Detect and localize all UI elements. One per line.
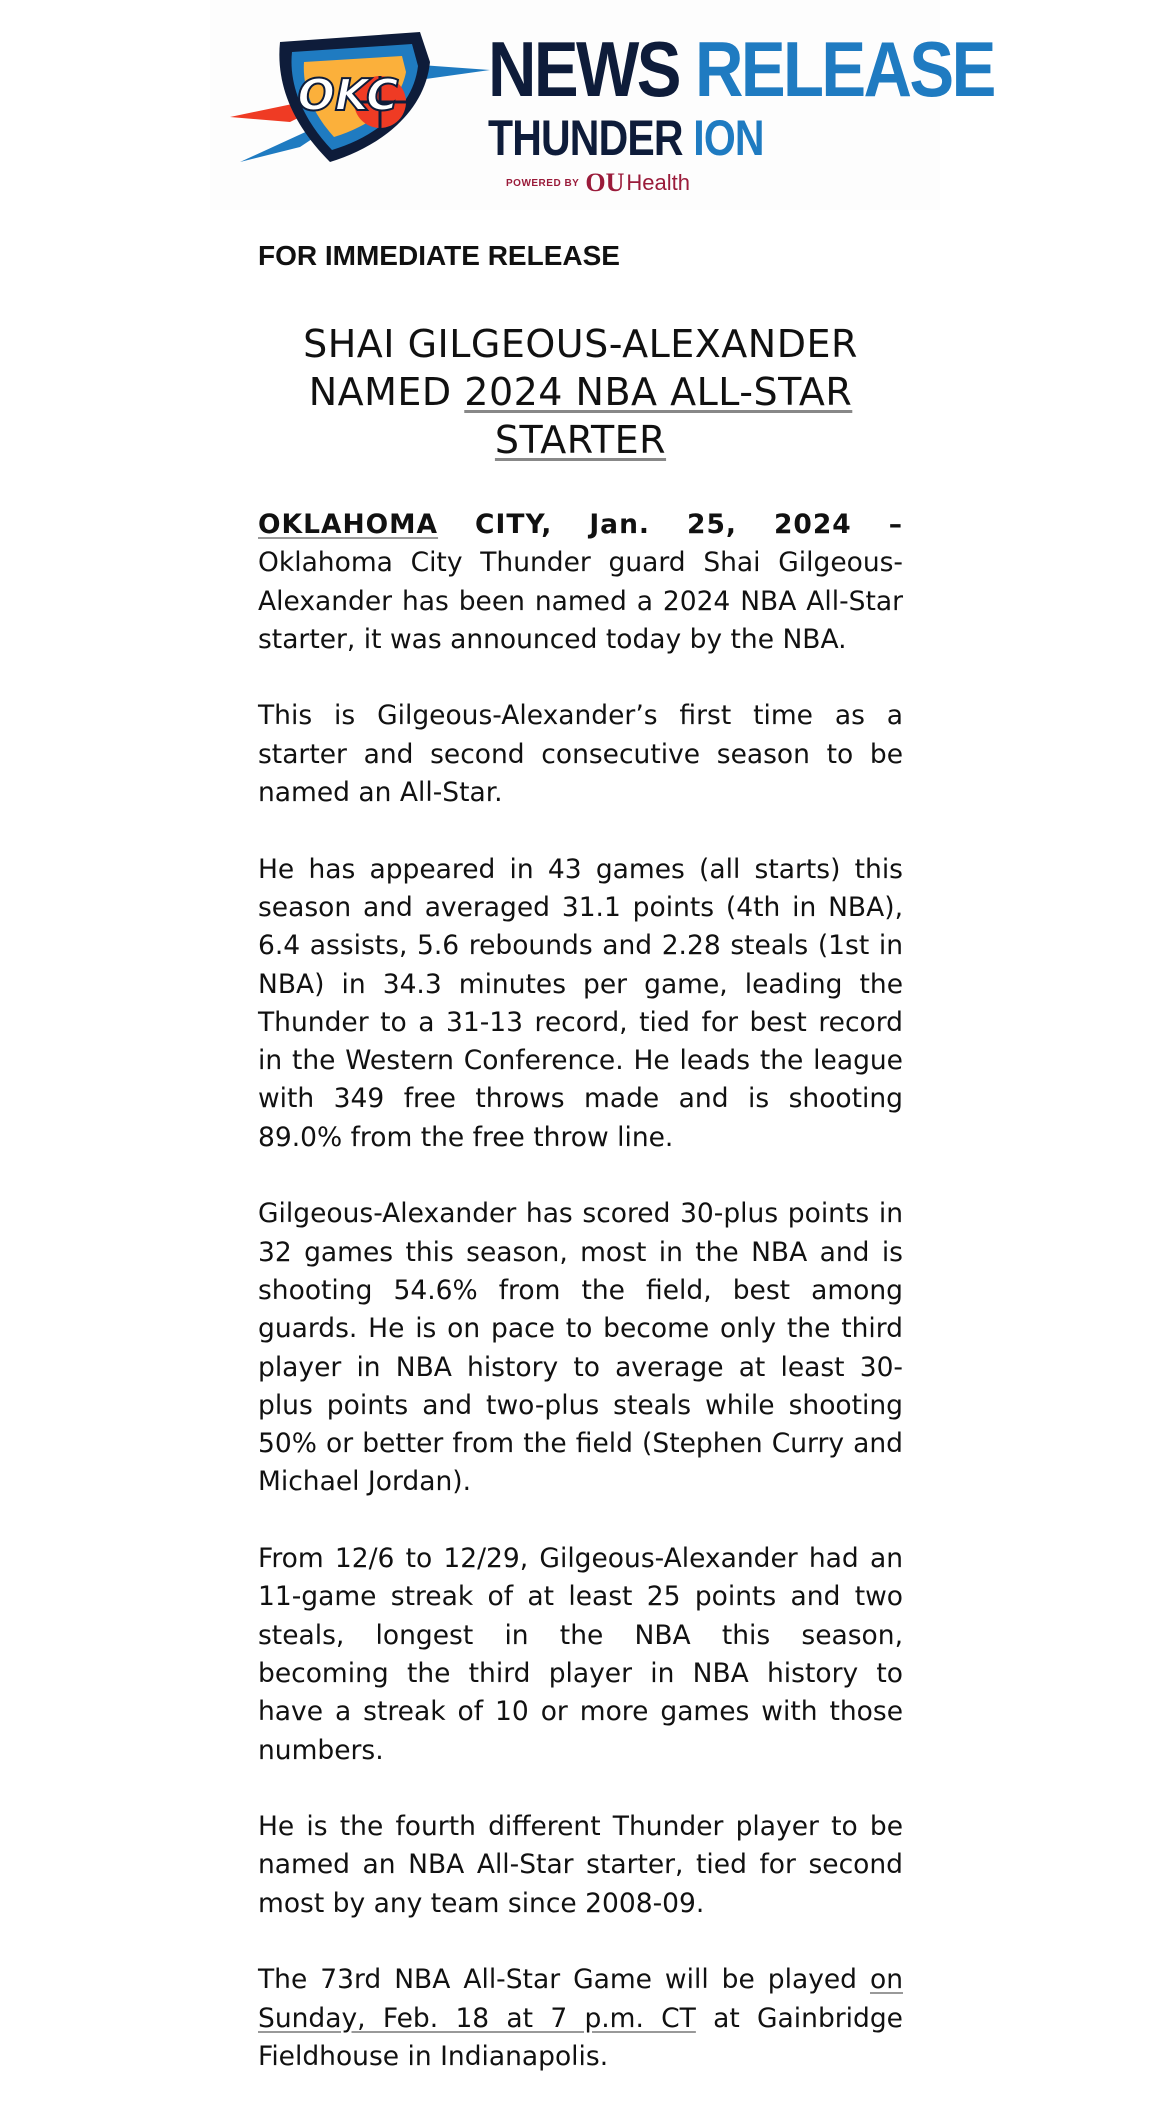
release-label: FOR IMMEDIATE RELEASE: [258, 240, 620, 271]
dateline-rest: CITY, Jan. 25, 2024 –: [438, 509, 903, 540]
ou-logo-icon: OU: [585, 168, 625, 197]
paragraph-7: [258, 1961, 903, 2076]
headline: [258, 320, 903, 464]
paragraph-7-start: The 73rd NBA All-Star Game will be played: [258, 1964, 870, 1996]
paragraph-6: He is the fourth different Thunder player to be named an NBA All-Star starter, tied for second most by any team since 2008-09.: [258, 1811, 903, 1919]
title-release: RELEASE: [694, 25, 994, 113]
news-release-header: [210, 0, 994, 210]
subtitle-thunder: THUNDER: [488, 110, 683, 166]
powered-by-label: POWERED BY: [506, 177, 580, 189]
paragraph-5: From 12/6 to 12/29, Gilgeous-Alexander had an 11-game streak of at least 25 points and two steals, longest in the NBA this season, becoming the third player in NBA history to have a streak of 10 or more games with those numbers.: [258, 1543, 903, 1766]
sponsor-name: Health: [626, 170, 690, 195]
article-body: [258, 506, 903, 2114]
sponsor-line: [506, 168, 690, 198]
paragraph-2: This is Gilgeous-Alexander’s first time as a starter and second consecutive season to be named an All-Star.: [258, 700, 903, 809]
brand-subtitle: [488, 112, 970, 164]
paragraph-3: He has appeared in 43 games (all starts) this season and averaged 31.1 points (4th in NBA), 6.4 assists, 5.6 rebounds and 2.28 steals (1st in NBA) in 34.3 minutes per game, leading the Thunder to a 31-13 record, tied for best record in the Western Conference. He leads the league with 349 free throws made and is shooting 89.0% from the free throw line.: [258, 853, 903, 1153]
headline-link[interactable]: 2024 NBA ALL-STAR STARTER: [464, 370, 853, 462]
dateline: [258, 509, 903, 540]
okc-thunder-logo: [230, 22, 490, 182]
subtitle-ion: ION: [693, 110, 764, 166]
headline-text: SHAI GILGEOUS-ALEXANDER NAMED: [303, 322, 858, 414]
game-date-link[interactable]: on Sunday, Feb. 18 at 7 p.m. CT: [258, 1964, 903, 2034]
brand-title: [488, 25, 994, 113]
dateline-city-link[interactable]: OKLAHOMA: [258, 509, 439, 540]
brand-block: [488, 25, 1076, 197]
paragraph-1-text: Oklahoma City Thunder guard Shai Gilgeous-Alexander has been named a 2024 NBA All-Star starter, it was announced today by the NBA.: [258, 547, 903, 655]
paragraph-1: [258, 506, 903, 659]
paragraph-7-end: at Gainbridge Fieldhouse in Indianapolis.: [258, 2002, 903, 2072]
svg-text:OKC: OKC: [297, 70, 399, 121]
paragraph-4: Gilgeous-Alexander has scored 30-plus points in 32 games this season, most in the NBA and is shooting 54.6% from the field, best among guards. He is on pace to become only the third player in NBA history to average at least 30-plus points and two-plus steals while shooting 50% or better from the field (Stephen Curry and Michael Jordan).: [258, 1198, 903, 1498]
title-news: NEWS: [488, 25, 679, 113]
